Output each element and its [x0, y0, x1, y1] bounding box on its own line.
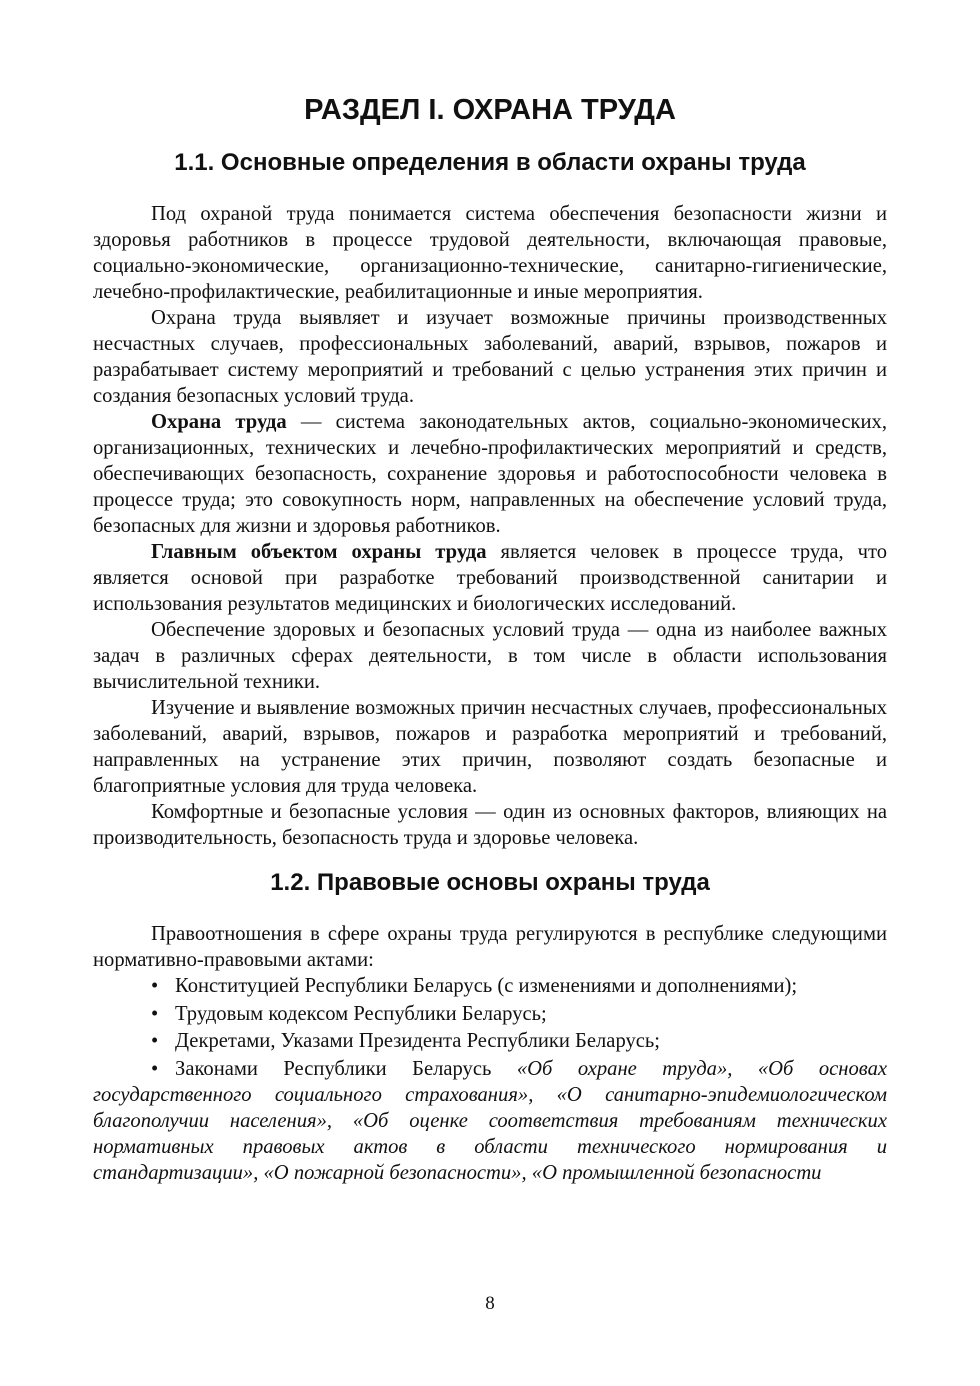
list-item-text: Конституцией Республики Беларусь (с изменениями и дополнениями); [175, 975, 798, 997]
paragraph-3-text: — система законодательных актов, социально-экономических, организационных, технических и лечебно-профилактических мероприятий и средств, обеспечивающих безопасность, сохранение здоровья и работоспособности человека в процессе труда; это совокупность норм, направленных на обеспечение условий труда, безопасных для жизни и здоровья работников. [93, 411, 888, 537]
list-item [93, 1028, 887, 1054]
term-labour-protection: Охрана труда [151, 411, 287, 433]
page-number: 8 [485, 1293, 495, 1314]
paragraph-5: Обеспечение здоровых и безопасных условий труда — одна из наиболее важных задач в различных сферах деятельности, в том числе в области использования вычислительной техники. [93, 619, 887, 693]
term-main-object: Главным объектом охраны труда [151, 541, 487, 563]
paragraph-1: Под охраной труда понимается система обеспечения безопасности жизни и здоровья работников в процессе трудовой деятельности, включающая правовые, социально-экономические, организационно-технические, санитарно-гигиенические, лечебно-профилактические, реабилитационные и иные мероприятия. [93, 203, 887, 303]
bullet-icon: • [151, 1002, 159, 1025]
bullet-icon: • [151, 1057, 159, 1080]
paragraph-3 [93, 409, 887, 539]
paragraph-4 [93, 539, 887, 617]
paragraph-4-text: является человек в процессе труда, что является основой при разработке требований производственной санитарии и использования результатов медицинских и биологических исследований. [93, 541, 888, 615]
law-titles: «Об охране труда», «Об основах государственного социального страхования», «О санитарно-эпидемиологическом благополучии населения», «Об оценке соответствия требованиям технических нормативных правовых актов в области технического нормирования и стандартизации», «О пожарной безопасности», «О промышленной безопасности [93, 1057, 888, 1184]
list-item [93, 973, 887, 999]
list-item [93, 1056, 887, 1186]
subsection-title-1: 1.1. Основные определения в области охраны труда [174, 149, 806, 176]
paragraph-2: Охрана труда выявляет и изучает возможные причины производственных несчастных случаев, профессиональных заболеваний, аварий, взрывов, пожаров и разрабатывает систему мероприятий и требований с целью устранения этих причин и создания безопасных условий труда. [93, 307, 887, 407]
list-item [93, 1001, 887, 1027]
list-item-text: Законами Республики Беларусь [175, 1057, 517, 1080]
page-content [93, 88, 887, 1187]
bullet-icon: • [151, 1030, 159, 1052]
paragraph-legal-intro: Правоотношения в сфере охраны труда регулируются в республике следующими нормативно-правовыми актами: [93, 923, 887, 971]
paragraph-6: Изучение и выявление возможных причин несчастных случаев, профессиональных заболеваний, аварий, взрывов, пожаров и разработка мероприятий и требований, направленных на устранение этих причин, позволяют создать безопасные и благоприятные условия для труда человека. [93, 697, 887, 797]
subsection-title-2: 1.2. Правовые основы охраны труда [270, 869, 710, 896]
list-item-text: Трудовым кодексом Республики Беларусь; [175, 1002, 547, 1025]
paragraph-7: Комфортные и безопасные условия — один из основных факторов, влияющих на производительность, безопасность труда и здоровье человека. [93, 801, 887, 849]
bullet-icon: • [151, 975, 159, 997]
section-title: РАЗДЕЛ I. ОХРАНА ТРУДА [304, 94, 676, 126]
list-item-text: Декретами, Указами Президента Республики Беларусь; [175, 1030, 661, 1052]
